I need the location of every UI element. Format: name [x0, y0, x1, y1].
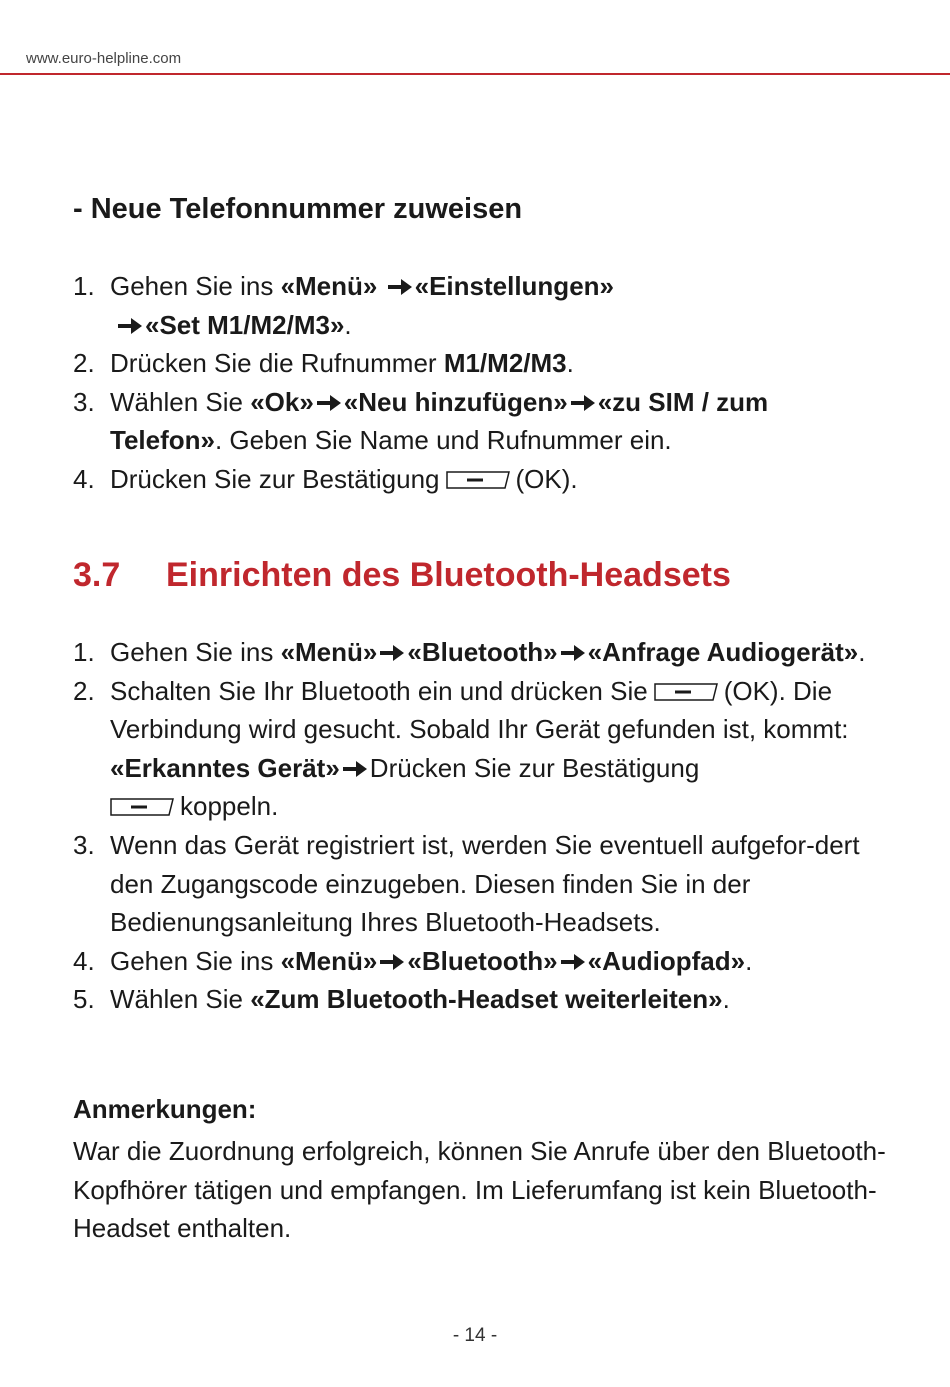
steps-list-assign — [73, 267, 883, 499]
step-text: Wenn das Gerät registriert ist, werden Sie eventuell aufgefor-dert den Zugangscode einzugeben. Diesen finden Sie in der Bedienungsanleitung Ihres Bluetooth-Headsets. — [110, 829, 860, 938]
arrow-right-icon — [387, 277, 413, 297]
softkey-icon — [446, 471, 510, 489]
step-number: 1. — [73, 637, 95, 667]
step-text: Gehen Sie ins — [110, 637, 281, 667]
page-number: - 14 - — [452, 1325, 498, 1346]
menu-path: «Set M1/M2/M3» — [145, 309, 345, 340]
step-text: Drücken Sie die Rufnummer — [110, 348, 444, 379]
list-item — [73, 980, 883, 1019]
list-item — [73, 383, 883, 460]
step-text: Drücken Sie zur Bestätigung — [369, 752, 700, 783]
arrow-right-icon — [316, 393, 342, 413]
menu-path: «Bluetooth» — [407, 637, 558, 667]
softkey-icon — [654, 683, 718, 701]
menu-path: «Neu hinzufügen» — [343, 386, 568, 417]
softkey-icon — [110, 798, 174, 816]
step-number: 4. — [73, 945, 95, 976]
steps-list-bluetooth — [73, 633, 883, 1019]
arrow-right-icon — [117, 316, 143, 336]
menu-path: «Erkanntes Gerät» — [110, 752, 340, 783]
menu-path: «Einstellungen» — [414, 271, 614, 301]
step-text: . — [566, 348, 574, 379]
arrow-right-icon — [560, 952, 586, 972]
sub-heading: - Neue Telefonnummer zuweisen — [73, 193, 523, 225]
step-text: Gehen Sie ins — [110, 945, 281, 976]
list-item — [73, 344, 883, 383]
menu-path: «Zum Bluetooth-Headset weiterleiten» — [250, 984, 723, 1015]
step-text: Wählen Sie — [110, 984, 251, 1015]
list-item — [73, 942, 883, 981]
step-text: Drücken Sie zur Bestätigung — [110, 463, 440, 494]
step-text: . Geben Sie Name und Rufnummer ein. — [214, 425, 672, 456]
step-text: (OK). — [515, 463, 578, 494]
notes-title: Anmerkungen: — [73, 1094, 257, 1124]
step-text: Schalten Sie Ihr Bluetooth ein und drücken Sie — [110, 675, 648, 706]
list-item — [73, 826, 883, 942]
menu-path: M1/M2/M3 — [443, 348, 567, 379]
list-item — [73, 672, 883, 826]
list-item — [73, 267, 883, 344]
menu-path: «Menü» — [280, 945, 378, 976]
step-text: . — [344, 309, 352, 340]
section-title-text: Einrichten des Bluetooth-Headsets — [166, 556, 731, 594]
arrow-right-icon — [570, 393, 596, 413]
menu-path: «Audiopfad» — [587, 945, 746, 976]
menu-path: «Bluetooth» — [407, 945, 558, 976]
step-number: 5. — [73, 984, 95, 1015]
section-title — [73, 556, 731, 595]
section-number: 3.7 — [73, 556, 121, 594]
list-item — [73, 633, 883, 672]
step-text: koppeln. — [180, 791, 279, 822]
step-text: (OK). Die Verbindung wird gesucht. Sobald Ihr Gerät gefunden ist, kommt: — [110, 675, 849, 745]
arrow-right-icon — [379, 952, 405, 972]
step-number: 2. — [73, 348, 95, 379]
list-item — [73, 460, 883, 499]
step-text: Wählen Sie — [110, 386, 251, 417]
arrow-right-icon — [342, 759, 368, 779]
step-text: . — [722, 984, 730, 1015]
step-number: 3. — [73, 386, 95, 417]
header-rule — [0, 73, 950, 75]
arrow-right-icon — [560, 643, 586, 663]
site-url: www.euro-helpline.com — [26, 50, 182, 67]
step-text: . — [858, 637, 866, 667]
step-text: . — [745, 945, 753, 976]
menu-path: «Menü» — [280, 271, 378, 301]
step-number: 2. — [73, 675, 95, 706]
step-number: 1. — [73, 271, 95, 301]
step-text: Gehen Sie ins — [110, 271, 281, 301]
menu-path: «Anfrage Audiogerät» — [587, 637, 859, 667]
notes-text: War die Zuordnung erfolgreich, können Sie Anrufe über den Bluetooth-Kopfhörer tätigen und empfangen. Im Lieferumfang ist kein Bluetooth-Headset enthalten. — [73, 1136, 886, 1244]
menu-path: «Menü» — [280, 637, 378, 667]
step-number: 3. — [73, 829, 95, 860]
menu-path: «Ok» — [250, 386, 314, 417]
menu-path: «zu SIM / zum Telefon» — [110, 386, 769, 456]
arrow-right-icon — [379, 643, 405, 663]
step-number: 4. — [73, 463, 95, 494]
